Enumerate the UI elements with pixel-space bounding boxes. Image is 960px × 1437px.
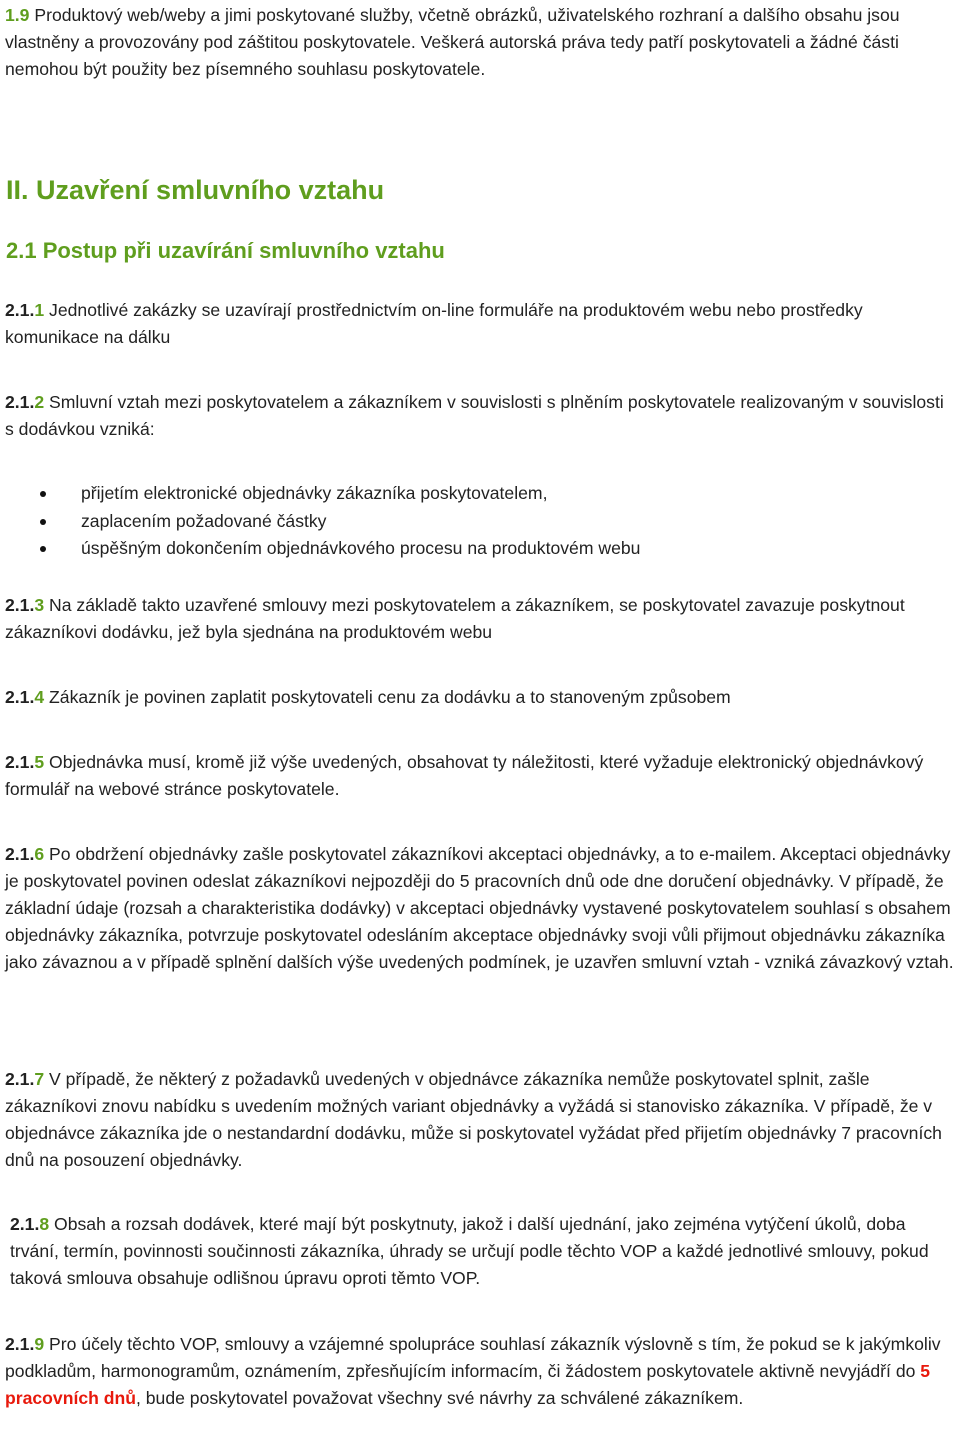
paragraph-text: Smluvní vztah mezi poskytovatelem a zákazníkem v souvislosti s plněním poskytovatele realizovaným v souvislosti s dodávkou vzniká:: [5, 392, 944, 439]
paragraph-2-1-1: [5, 297, 957, 351]
paragraph-text: Zákazník je povinen zaplatit poskytovateli cenu za dodávku a to stanoveným způsobem: [44, 687, 731, 707]
paragraph-2-1-4: [5, 684, 957, 711]
paragraph-text: Objednávka musí, kromě již výše uvedených, obsahovat ty náležitosti, které vyžaduje elektronický objednávkový formulář na webové stránce poskytovatele.: [5, 752, 924, 799]
paragraph-number: 1.9: [5, 5, 30, 25]
paragraph-2-1-8: [10, 1211, 957, 1292]
paragraph-number-suffix: 1: [34, 300, 45, 320]
paragraph-number-suffix: 4: [34, 687, 45, 707]
paragraph-number-suffix: 6: [34, 844, 45, 864]
paragraph-number-prefix: 2.1.: [5, 752, 35, 772]
paragraph-number-suffix: 8: [39, 1214, 50, 1234]
paragraph-number-prefix: 2.1.: [5, 1334, 35, 1354]
paragraph-text: Jednotlivé zakázky se uzavírají prostřednictvím on-line formuláře na produktovém webu nebo prostředky komunikace na dálku: [5, 300, 863, 347]
subsection-title: 2.1 Postup při uzavírání smluvního vztahu: [6, 238, 445, 263]
paragraph-number-suffix: 2: [34, 392, 45, 412]
paragraph-number-suffix: 5: [34, 752, 45, 772]
paragraph-number-suffix: 7: [34, 1069, 45, 1089]
list-item-text: zaplacením požadované částky: [81, 510, 327, 531]
paragraph-2-1-7: [5, 1066, 957, 1174]
paragraph-2-1-6: [5, 841, 957, 976]
paragraph-text: Obsah a rozsah dodávek, které mají být poskytnuty, jakož i další ujednání, jako zejména vytýčení úkolů, doba trvání, termín, povinnosti součinnosti zákazníka, úhrady se určují podle těchto VOP a každé jednotlivé smlouvy, pokud taková smlouva obsahuje odlišnou úpravu oproti těmto VOP.: [10, 1214, 929, 1288]
paragraph-number-suffix: 3: [34, 595, 45, 615]
paragraph-text-end: , bude poskytovatel považovat všechny své návrhy za schválené zákazníkem.: [136, 1388, 744, 1408]
list-item-text: úspěšným dokončením objednávkového procesu na produktovém webu: [81, 538, 641, 558]
paragraph-number-prefix: 2.1.: [5, 595, 35, 615]
paragraph-text: Produktový web/weby a jimi poskytované služby, včetně obrázků, uživatelského rozhraní a dalšího obsahu jsou vlastněny a provozovány pod záštitou poskytovatele. Veškerá autorská práva tedy patří poskytovateli a žádné části nemohou být použity bez písemného souhlasu poskytovatele.: [5, 5, 900, 79]
deadline-highlight: 5 pracovních dnů: [5, 1361, 931, 1408]
paragraph-number-prefix: 2.1.: [5, 1069, 35, 1089]
paragraph-text: Na základě takto uzavřené smlouvy mezi poskytovatelem a zákazníkem, se poskytovatel zavazuje poskytnout zákazníkovi dodávku, jež byla sjednána na produktovém webu: [5, 595, 905, 642]
paragraph-number-prefix: 2.1.: [5, 844, 35, 864]
paragraph-number-prefix: 2.1.: [5, 687, 35, 707]
paragraph-text: Po obdržení objednávky zašle poskytovatel zákazníkovi akceptaci objednávky, a to e-mailem. Akceptaci objednávky je poskytovatel povinen odeslat zákazníkovi nejpozději do 5 pracovních dnů ode dne doručení objednávky. V případě, že základní údaje (rozsah a charakteristika dodávky) v akceptaci objednávky vystavené poskytovatelem souhlasí s obsahem objednávky zákazníka, potvrzuje poskytovatel odesláním akceptace objednávky svoji vůli přijmout objednávku zákazníka jako závaznou a v případě splnění dalších výše uvedených podmínek, je uzavřen smluvní vztah - vzniká závazkový vztah.: [5, 844, 954, 972]
list-item-text: přijetím elektronické objednávky zákazníka poskytovatelem,: [81, 483, 548, 503]
paragraph-1-9: [5, 2, 957, 83]
section-title: II. Uzavření smluvního vztahu: [6, 175, 385, 205]
paragraph-text: Pro účely těchto VOP, smlouvy a vzájemné spolupráce souhlasí zákazník výslovně s tím, že pokud se k jakýmkoliv podkladům, harmonogramům, oznámením, zpřesňujícím informacím, či žádostem poskytovatele aktivně nevyjádří do: [5, 1334, 941, 1381]
bullet-icon: [40, 519, 46, 525]
bullet-icon: [40, 491, 46, 497]
paragraph-number-prefix: 2.1.: [10, 1214, 40, 1234]
list-item: [0, 535, 960, 563]
list-item: [0, 480, 960, 508]
paragraph-2-1-5: [5, 749, 957, 803]
conditions-list: [0, 480, 960, 563]
paragraph-number-prefix: 2.1.: [5, 300, 35, 320]
paragraph-number-prefix: 2.1.: [5, 392, 35, 412]
paragraph-2-1-9: [5, 1331, 957, 1412]
paragraph-2-1-2: [5, 389, 957, 443]
list-item: [0, 508, 960, 536]
bullet-icon: [40, 546, 46, 552]
paragraph-2-1-3: [5, 592, 957, 646]
paragraph-number-suffix: 9: [34, 1334, 45, 1354]
paragraph-text: V případě, že některý z požadavků uvedených v objednávce zákazníka nemůže poskytovatel splnit, zašle zákazníkovi znovu nabídku s uvedením možných variant objednávky a vyžádá si stanovisko zákazníka. V případě, že v objednávce zákazníka jde o nestandardní dodávku, může si poskytovatel vyžádat před přijetím objednávky 7 pracovních dnů na posouzení objednávky.: [5, 1069, 942, 1170]
